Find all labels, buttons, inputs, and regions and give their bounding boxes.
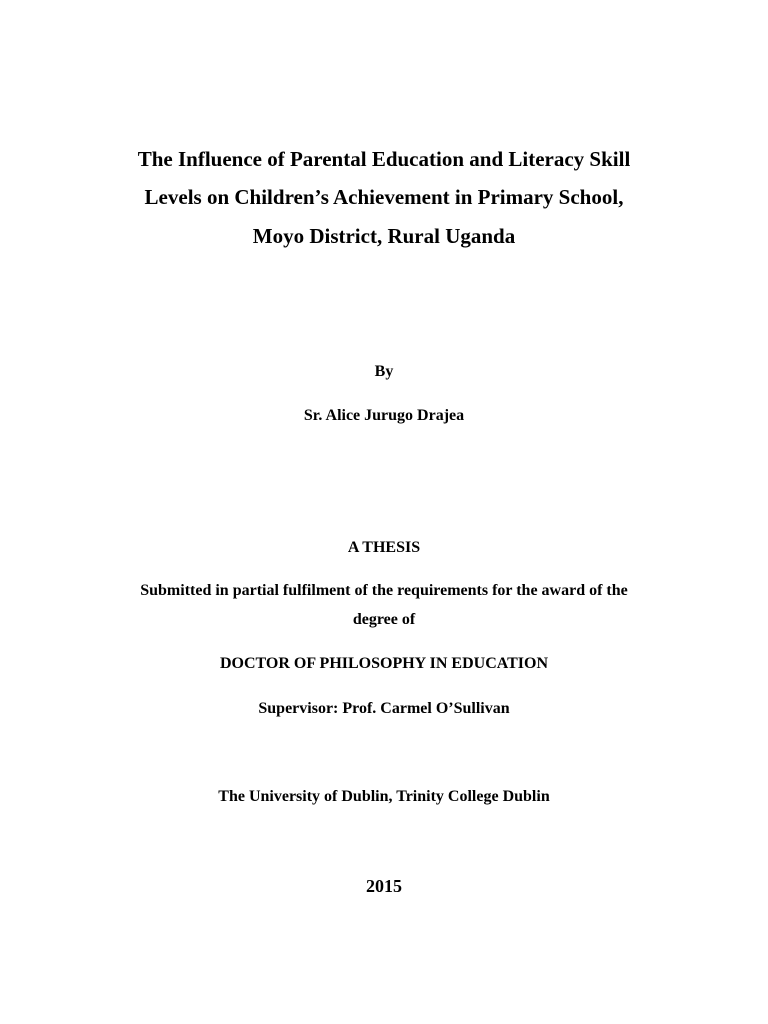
submission-year: 2015 (366, 876, 402, 896)
document-type: A THESIS (347, 539, 421, 556)
thesis-title-line-1: The Influence of Parental Education and Literacy Skill (137, 147, 631, 171)
institution: The University of Dublin, Trinity College Dublin (218, 788, 550, 805)
supervisor: Supervisor: Prof. Carmel O’Sullivan (258, 700, 510, 717)
degree-name: DOCTOR OF PHILOSOPHY IN EDUCATION (219, 655, 549, 672)
thesis-title-line-2: Levels on Children’s Achievement in Primary School, (144, 185, 624, 209)
thesis-title-line-3: Moyo District, Rural Uganda (252, 224, 516, 248)
submission-statement-line-2: degree of (352, 611, 416, 628)
submission-statement-line-1: Submitted in partial fulfilment of the requirements for the award of the (140, 582, 628, 599)
author-name: Sr. Alice Jurugo Drajea (303, 407, 465, 424)
by-label: By (374, 363, 394, 380)
